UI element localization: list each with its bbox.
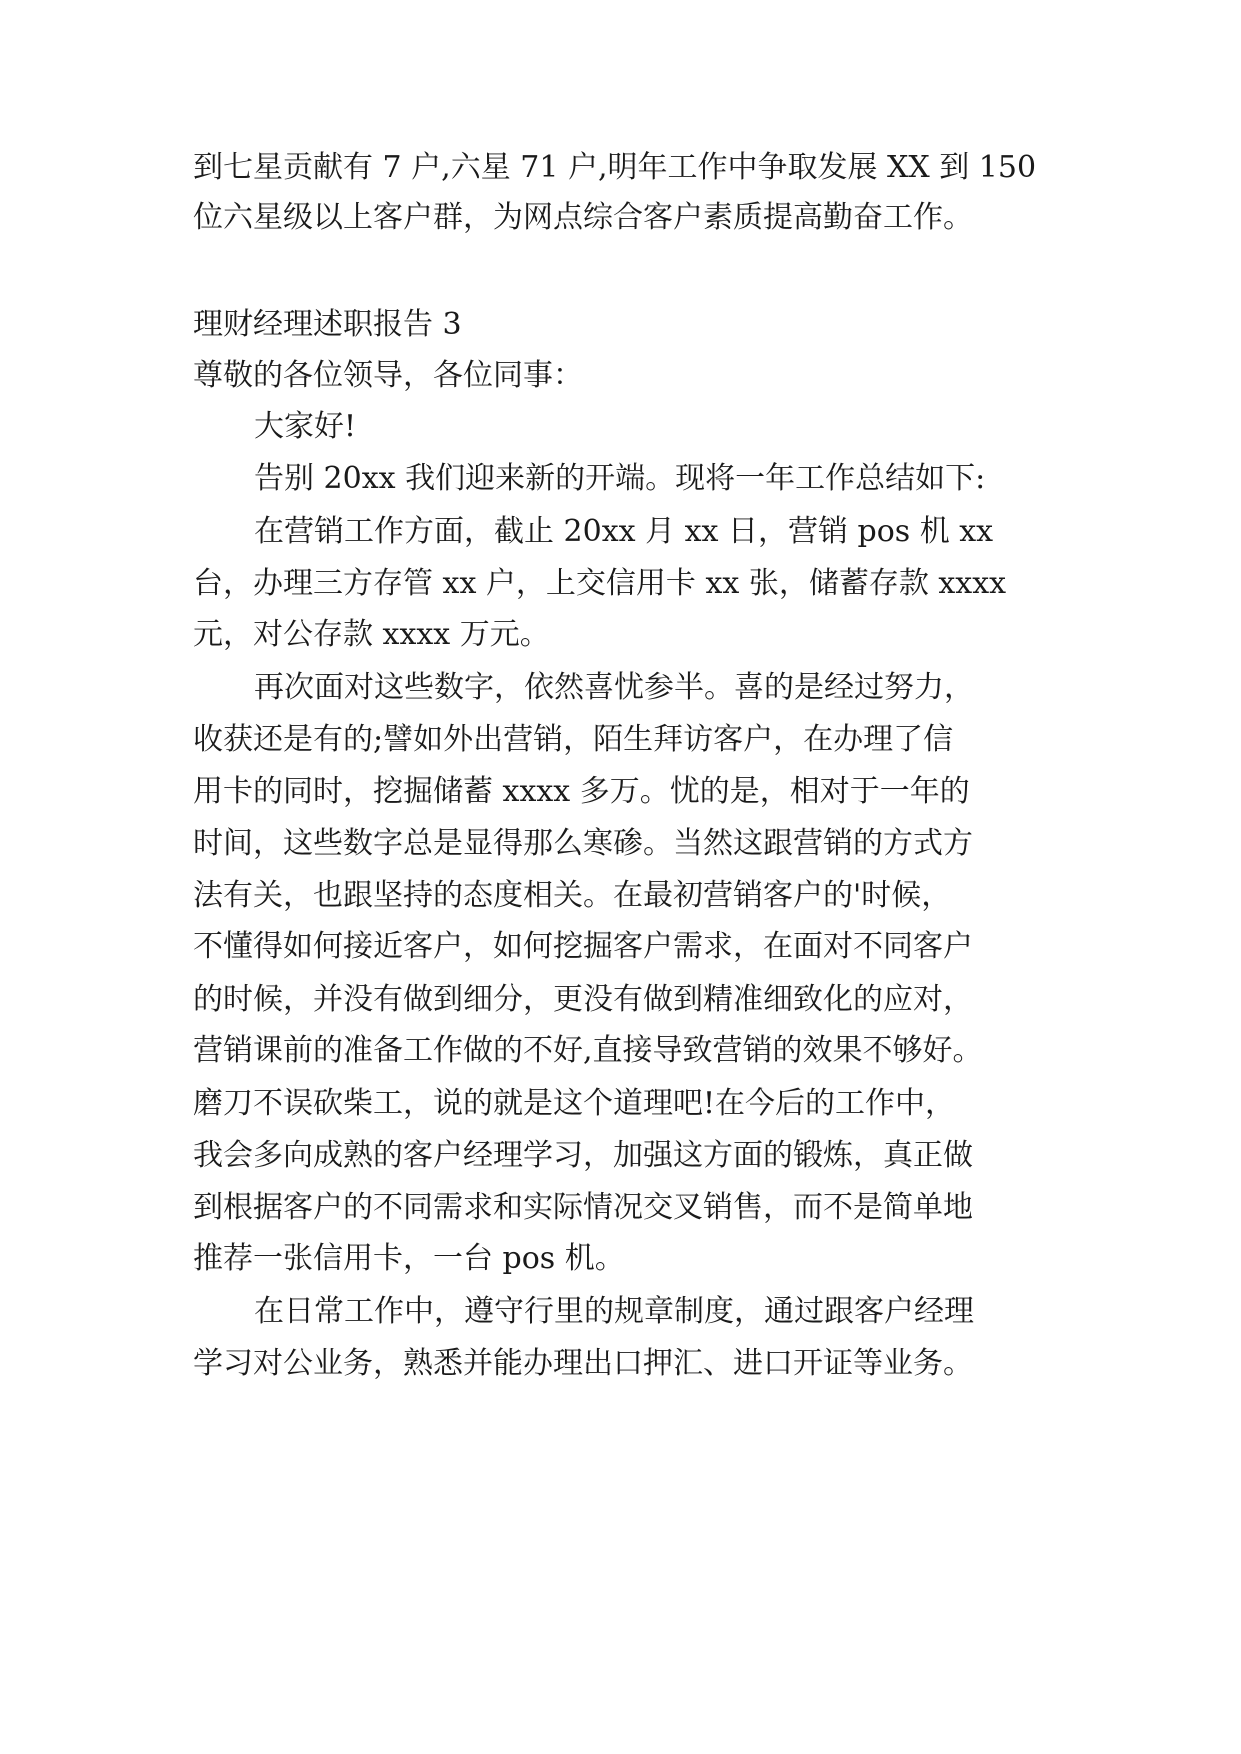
body-text-line: 再次面对这些数字，依然喜忧参半。喜的是经过努力， [254, 670, 974, 705]
body-text-line: 到根据客户的不同需求和实际情况交叉销售，而不是简单地 [193, 1190, 973, 1225]
body-text-line: 的时候，并没有做到细分，更没有做到精准细致化的应对， [193, 982, 973, 1017]
body-text-line: 营销课前的准备工作做的不好,直接导致营销的效果不够好。 [193, 1033, 983, 1068]
greeting: 大家好! [254, 409, 357, 444]
body-text-line: 台，办理三方存管 xx 户，上交信用卡 xx 张，储蓄存款 xxxx [193, 566, 1007, 601]
body-text-line: 学习对公业务，熟悉并能办理出口押汇、进口开证等业务。 [193, 1346, 973, 1381]
body-text-line: 我会多向成熟的客户经理学习，加强这方面的锻炼，真正做 [193, 1138, 973, 1173]
body-text-line: 推荐一张信用卡，一台 pos 机。 [193, 1241, 625, 1276]
section-heading: 理财经理述职报告 3 [193, 307, 462, 342]
body-text-line: 到七星贡献有 7 户,六星 71 户,明年工作中争取发展 XX 到 150 [193, 150, 1037, 185]
body-text-line: 元，对公存款 xxxx 万元。 [193, 617, 550, 652]
body-text-line: 位六星级以上客户群，为网点综合客户素质提高勤奋工作。 [193, 200, 973, 235]
salutation: 尊敬的各位领导，各位同事： [193, 358, 583, 393]
intro-line: 告别 20xx 我们迎来新的开端。现将一年工作总结如下: [254, 461, 986, 496]
body-text-line: 收获还是有的;譬如外出营销，陌生拜访客户，在办理了信 [193, 722, 954, 757]
body-text-line: 法有关，也跟坚持的态度相关。在最初营销客户的'时候， [193, 878, 952, 913]
body-text-line: 在日常工作中，遵守行里的规章制度，通过跟客户经理 [254, 1294, 974, 1329]
body-text-line: 不懂得如何接近客户，如何挖掘客户需求，在面对不同客户 [193, 929, 973, 964]
body-text-line: 在营销工作方面，截止 20xx 月 xx 日，营销 pos 机 xx [254, 514, 994, 549]
body-text-line: 用卡的同时，挖掘储蓄 xxxx 多万。忧的是，相对于一年的 [193, 774, 970, 809]
body-text-line: 时间，这些数字总是显得那么寒碜。当然这跟营销的方式方 [193, 826, 973, 861]
body-text-line: 磨刀不误砍柴工，说的就是这个道理吧!在今后的工作中， [193, 1086, 956, 1121]
